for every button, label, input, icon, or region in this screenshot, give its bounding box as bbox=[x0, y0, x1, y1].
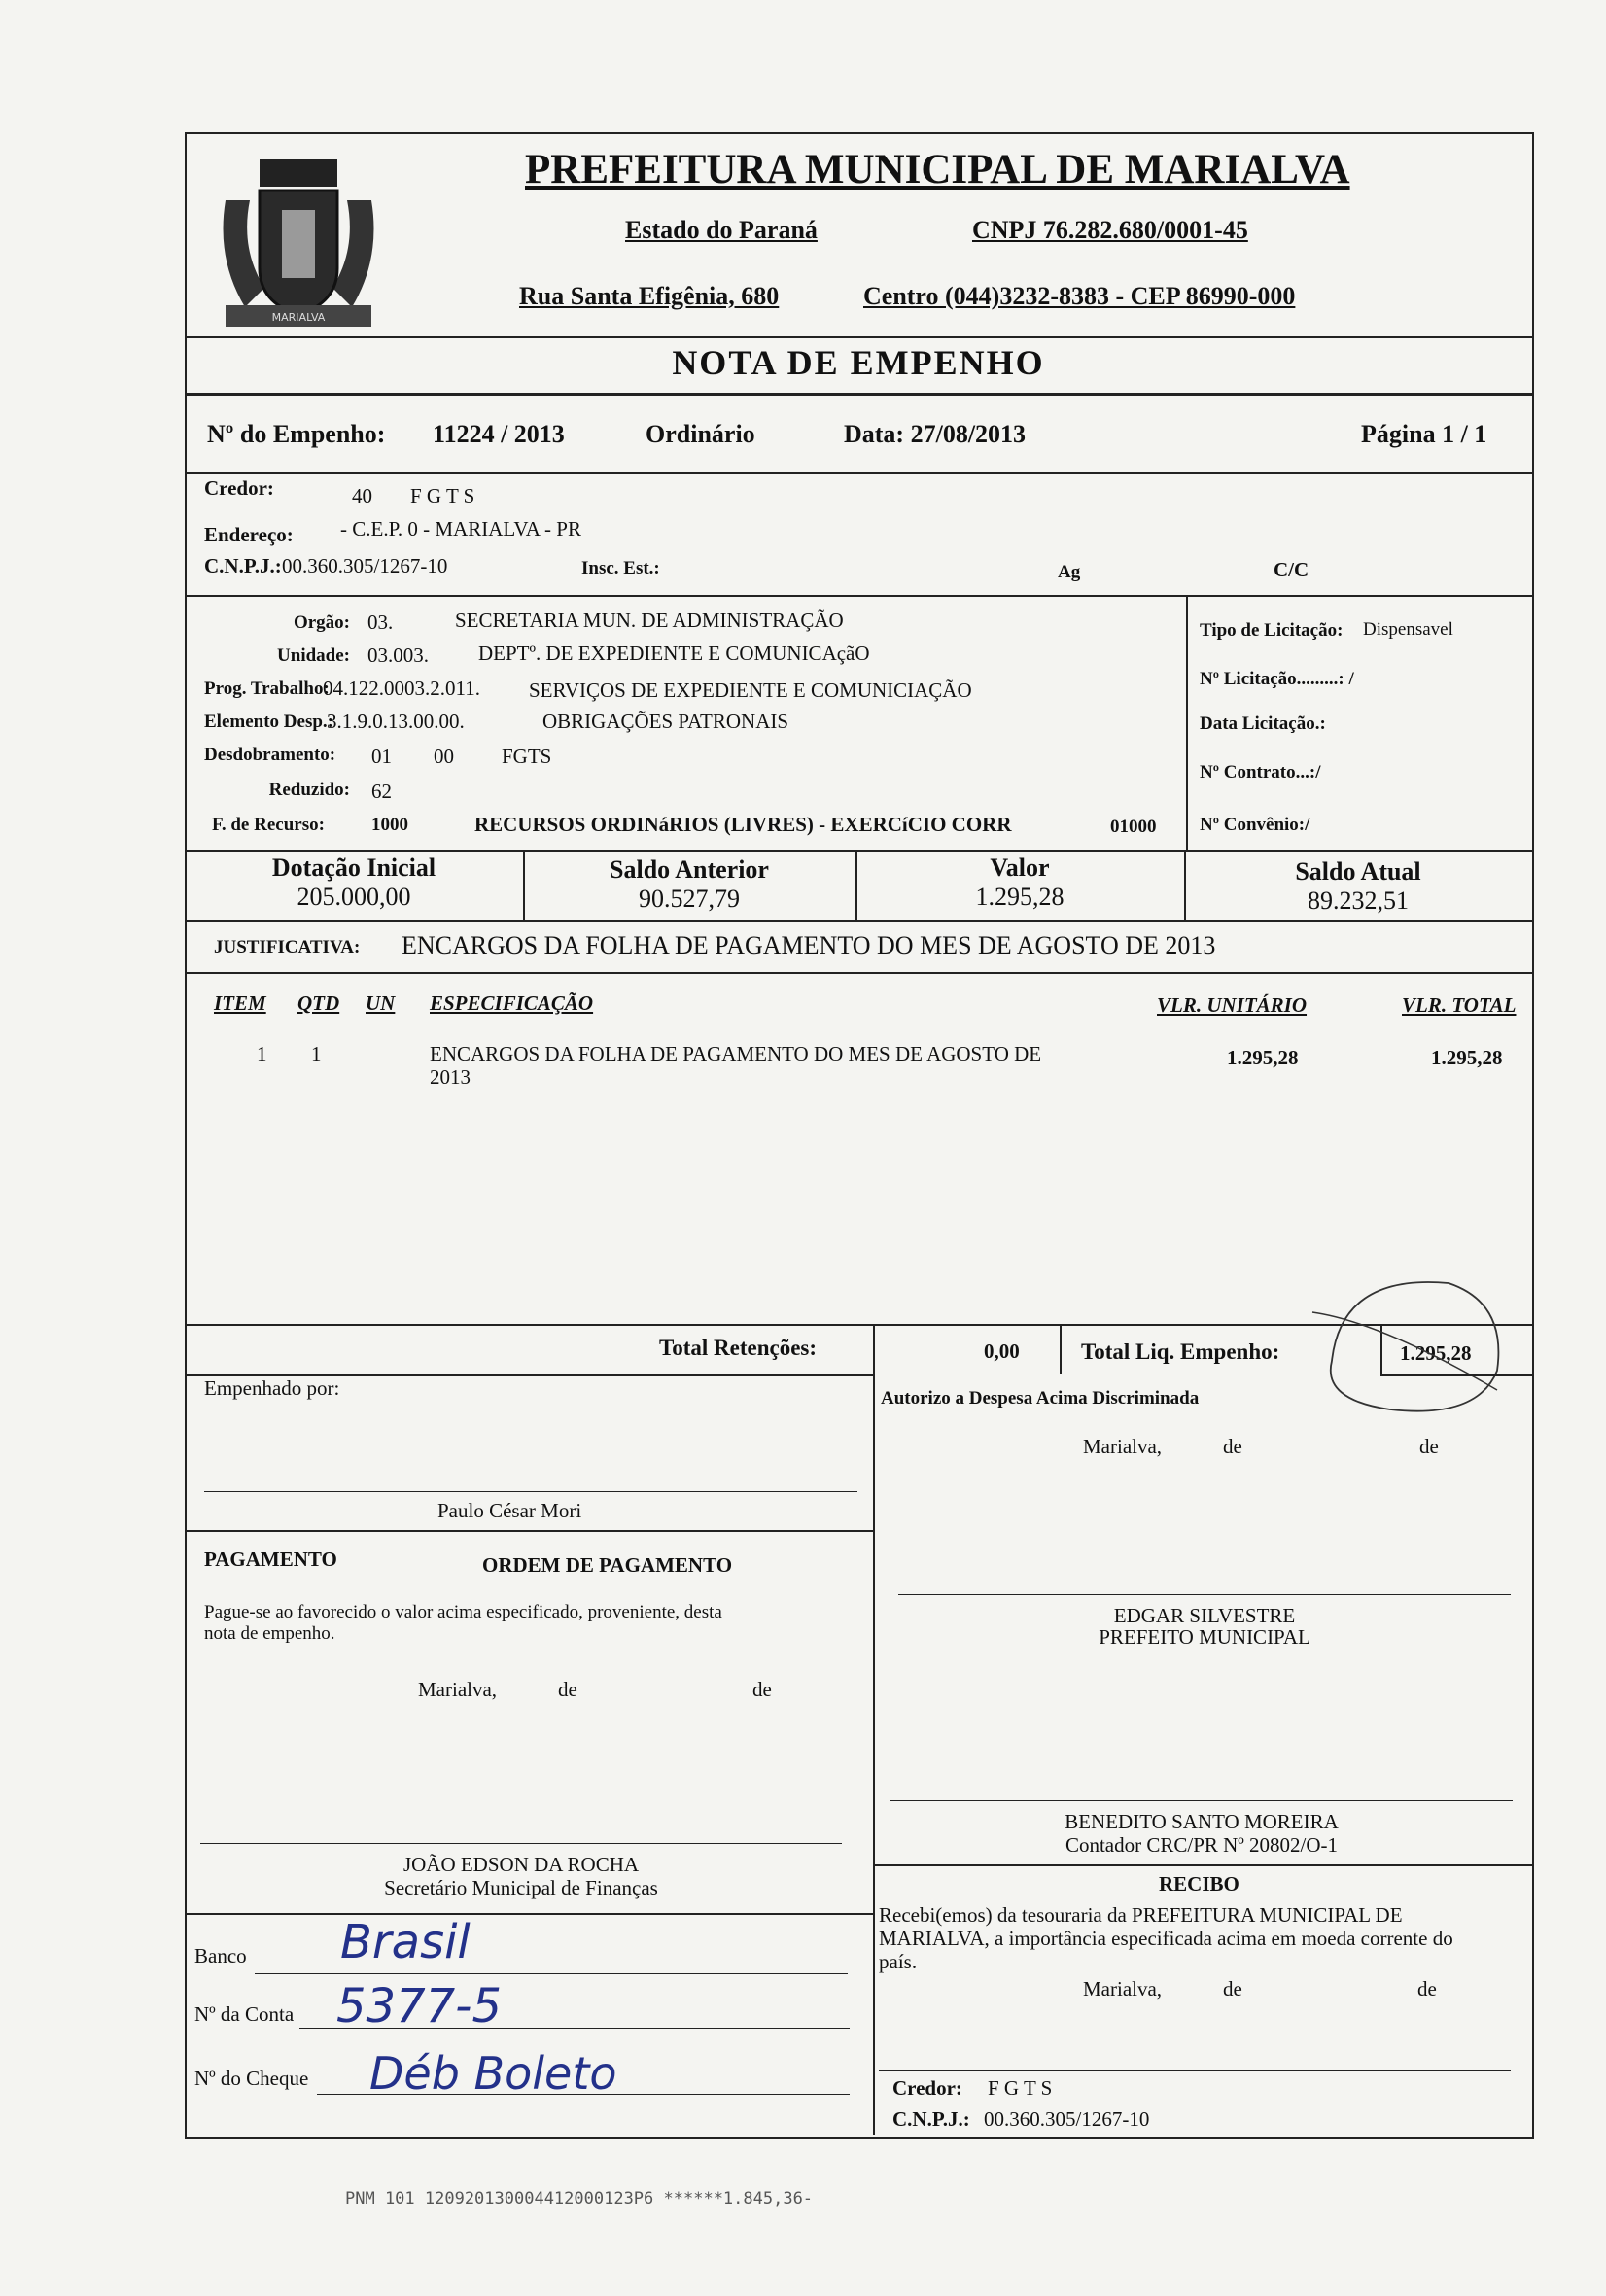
elemento-name: OBRIGAÇÕES PATRONAIS bbox=[542, 710, 789, 733]
unidade-label: Unidade: bbox=[277, 645, 350, 666]
recibo-de-1: de bbox=[1223, 1977, 1242, 2000]
cheque-handwritten: Déb Boleto bbox=[369, 2047, 617, 2100]
footer-code: PNM 101 120920130004412000123P6 ******1.845,36- bbox=[345, 2189, 814, 2209]
ag-label: Ag bbox=[1058, 562, 1081, 582]
orgao-name: SECRETARIA MUN. DE ADMINISTRAÇÃO bbox=[455, 609, 844, 632]
state-name: Estado do Paraná bbox=[625, 216, 818, 244]
recurso-code-2: 01000 bbox=[1110, 817, 1157, 837]
coat-of-arms-text: MARIALVA bbox=[271, 311, 326, 324]
verification-stamp bbox=[1303, 1264, 1517, 1419]
justificativa-label: JUSTIFICATIVA: bbox=[214, 937, 361, 957]
recibo-credor-name: F G T S bbox=[988, 2076, 1053, 2100]
elemento-code: 3.1.9.0.13.00.00. bbox=[327, 710, 465, 733]
row-qtd: 1 bbox=[311, 1042, 322, 1065]
header-phone-cep: Centro (044)3232-8383 - CEP 86990-000 bbox=[863, 282, 1296, 310]
licitacao-tipo-value: Dispensavel bbox=[1363, 619, 1453, 640]
prog-name: SERVIÇOS DE EXPEDIENTE E COMUNICIAÇÃO bbox=[529, 678, 972, 702]
empenhado-por-name: Paulo César Mori bbox=[437, 1499, 582, 1522]
orgao-code: 03. bbox=[367, 610, 394, 634]
orgao-label: Orgão: bbox=[293, 612, 350, 633]
licitacao-number: Nº Licitação.........: / bbox=[1200, 669, 1354, 689]
reduzido-label: Reduzido: bbox=[268, 780, 350, 800]
insc-label: Insc. Est.: bbox=[581, 558, 660, 578]
empenhado-por-label: Empenhado por: bbox=[204, 1376, 340, 1400]
autorizo-place: Marialva, bbox=[1083, 1435, 1163, 1458]
valor-label: Valor bbox=[990, 853, 1050, 882]
pagamento-place: Marialva, bbox=[418, 1678, 498, 1701]
page-number: Página 1 / 1 bbox=[1361, 420, 1487, 448]
contador-title: Contador CRC/PR Nº 20802/O-1 bbox=[1065, 1833, 1339, 1857]
autorizo-de-1: de bbox=[1223, 1435, 1242, 1458]
reduzido-value: 62 bbox=[371, 780, 392, 803]
total-retencoes-label: Total Retenções: bbox=[659, 1336, 818, 1360]
unidade-name: DEPTº. DE EXPEDIENTE E COMUNICAçãO bbox=[478, 642, 870, 665]
autorizo-text: Autorizo a Despesa Acima Discriminada bbox=[881, 1388, 1200, 1409]
row-total-value: 1.295,28 bbox=[1431, 1046, 1503, 1069]
unidade-code: 03.003. bbox=[367, 644, 429, 667]
prog-code: 04.122.0003.2.011. bbox=[323, 677, 480, 700]
recurso-label: F. de Recurso: bbox=[212, 815, 325, 835]
header-cnpj: CNPJ 76.282.680/0001-45 bbox=[972, 216, 1248, 244]
saldo-atual-label: Saldo Atual bbox=[1295, 857, 1421, 886]
licitacao-tipo-label: Tipo de Licitação: bbox=[1200, 620, 1344, 641]
secretario-name: JOÃO EDSON DA ROCHA bbox=[402, 1853, 640, 1876]
recibo-text-line3: país. bbox=[879, 1950, 918, 1973]
saldo-anterior-value: 90.527,79 bbox=[639, 885, 740, 913]
cheque-label: Nº do Cheque bbox=[194, 2067, 309, 2090]
valor-value: 1.295,28 bbox=[975, 883, 1065, 911]
prefeito-title: PREFEITO MUNICIPAL bbox=[1099, 1625, 1310, 1649]
address-label: Endereço: bbox=[204, 523, 294, 546]
banco-handwritten: Brasil bbox=[340, 1915, 471, 1969]
col-header-unit-value: VLR. UNITÁRIO bbox=[1157, 993, 1308, 1017]
credor-label: Credor: bbox=[204, 476, 274, 500]
row-item: 1 bbox=[257, 1042, 267, 1065]
col-header-qtd: QTD bbox=[297, 991, 340, 1015]
row-description-line1: ENCARGOS DA FOLHA DE PAGAMENTO DO MES DE AGOSTO DE bbox=[430, 1042, 1042, 1065]
credor-cnpj: 00.360.305/1267-10 bbox=[282, 554, 448, 577]
saldo-anterior-label: Saldo Anterior bbox=[610, 855, 769, 884]
pagamento-text-line2: nota de empenho. bbox=[204, 1623, 335, 1644]
recurso-name: RECURSOS ORDINáRIOS (LIVRES) - EXERCíCIO CORR bbox=[474, 813, 1012, 836]
row-unit-value: 1.295,28 bbox=[1227, 1046, 1299, 1069]
recibo-credor-label: Credor: bbox=[892, 2076, 962, 2100]
municipality-title: PREFEITURA MUNICIPAL DE MARIALVA bbox=[525, 147, 1350, 192]
empenho-type: Ordinário bbox=[646, 420, 755, 448]
total-liquido-value: 1.295,28 bbox=[1400, 1341, 1472, 1365]
empenho-number-label: Nº do Empenho: bbox=[207, 420, 386, 448]
recibo-place: Marialva, bbox=[1083, 1977, 1163, 2000]
pagamento-label: PAGAMENTO bbox=[204, 1548, 337, 1571]
header-address: Rua Santa Efigênia, 680 bbox=[519, 282, 780, 310]
prog-label: Prog. Trabalho: bbox=[204, 678, 330, 699]
credor-address: - C.E.P. 0 - MARIALVA - PR bbox=[340, 517, 581, 540]
col-header-un: UN bbox=[366, 991, 396, 1015]
pagamento-text-line1: Pague-se ao favorecido o valor acima especificado, proveniente, desta bbox=[204, 1602, 722, 1622]
pagamento-de-2: de bbox=[752, 1678, 772, 1701]
recibo-title: RECIBO bbox=[1159, 1872, 1239, 1896]
recibo-text-line2: MARIALVA, a importância especificada acima em moeda corrente do bbox=[879, 1927, 1453, 1950]
dotacao-value: 205.000,00 bbox=[297, 883, 411, 911]
empenho-date: Data: 27/08/2013 bbox=[844, 420, 1027, 448]
col-header-item: ITEM bbox=[214, 991, 266, 1015]
col-header-especificacao: ESPECIFICAÇÃO bbox=[430, 991, 594, 1015]
dotacao-label: Dotação Inicial bbox=[271, 853, 436, 882]
banco-label: Banco bbox=[194, 1944, 247, 1967]
document-title: NOTA DE EMPENHO bbox=[672, 343, 1045, 382]
cnpj-label: C.N.P.J.: bbox=[204, 554, 282, 577]
cc-label: C/C bbox=[1274, 558, 1309, 581]
prefeito-name: EDGAR SILVESTRE bbox=[1113, 1604, 1296, 1627]
ordem-pagamento-title: ORDEM DE PAGAMENTO bbox=[482, 1553, 733, 1577]
desdobramento-b: 00 bbox=[434, 745, 454, 768]
conta-handwritten: 5377-5 bbox=[336, 1979, 503, 2034]
row-description-line2: 2013 bbox=[430, 1065, 471, 1089]
recibo-text-line1: Recebi(emos) da tesouraria da PREFEITURA MUNICIPAL DE bbox=[879, 1903, 1403, 1927]
saldo-atual-value: 89.232,51 bbox=[1308, 887, 1409, 915]
desdobramento-name: FGTS bbox=[502, 745, 552, 768]
credor-code: 40 bbox=[352, 484, 372, 507]
recibo-de-2: de bbox=[1417, 1977, 1437, 2000]
contrato-number: Nº Contrato...:/ bbox=[1200, 762, 1321, 783]
contador-name: BENEDITO SANTO MOREIRA bbox=[1065, 1810, 1339, 1833]
convenio-number: Nº Convênio:/ bbox=[1200, 815, 1310, 835]
pagamento-de-1: de bbox=[558, 1678, 577, 1701]
recibo-cnpj-label: C.N.P.J.: bbox=[892, 2107, 970, 2131]
licitacao-date: Data Licitação.: bbox=[1200, 713, 1326, 734]
credor-name: F G T S bbox=[410, 484, 475, 507]
empenho-number: 11224 / 2013 bbox=[433, 420, 565, 448]
secretario-title: Secretário Municipal de Finanças bbox=[384, 1876, 658, 1899]
elemento-label: Elemento Desp.: bbox=[204, 712, 333, 732]
recibo-cnpj: 00.360.305/1267-10 bbox=[984, 2107, 1150, 2131]
desdobramento-a: 01 bbox=[371, 745, 392, 768]
total-retencoes-value: 0,00 bbox=[984, 1339, 1020, 1363]
autorizo-de-2: de bbox=[1419, 1435, 1439, 1458]
justificativa-text: ENCARGOS DA FOLHA DE PAGAMENTO DO MES DE AGOSTO DE 2013 bbox=[402, 931, 1216, 959]
desdobramento-label: Desdobramento: bbox=[204, 745, 336, 765]
conta-label: Nº da Conta bbox=[194, 2002, 295, 2026]
col-header-total-value: VLR. TOTAL bbox=[1402, 993, 1517, 1017]
total-liquido-label: Total Liq. Empenho: bbox=[1081, 1339, 1280, 1364]
recurso-code: 1000 bbox=[371, 815, 408, 835]
